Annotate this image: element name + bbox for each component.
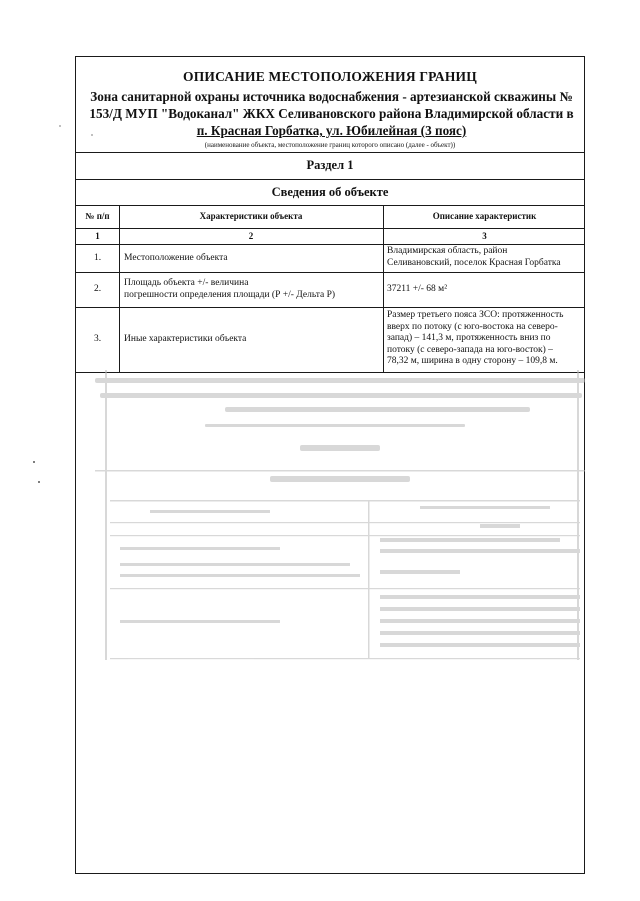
row-number: 2. xyxy=(93,284,102,294)
divider xyxy=(76,152,584,153)
table-header-number: № п/п xyxy=(85,211,110,221)
column-index: 3 xyxy=(482,231,487,241)
row-characteristic: Площадь объекта +/- величина погрешности определения площади (Р +/- Дельта Р) xyxy=(124,278,336,300)
row-characteristic: Иные характеристики объекта xyxy=(124,334,247,344)
divider xyxy=(76,179,584,180)
column-index: 1 xyxy=(95,231,100,241)
row-description: Владимирская область, район Селивановский, поселок Красная Горбатка xyxy=(387,246,561,268)
object-table xyxy=(76,205,584,373)
document-sheet xyxy=(75,56,585,874)
table-header-description: Описание характеристик xyxy=(432,211,537,221)
row-description: 37211 +/- 68 м² xyxy=(387,284,448,294)
row-description: Размер третьего пояса ЗСО: протяженность вверх по потоку (с юго-востока на северо- запад) – 141,3 м, протяженность вниз по потоку (с северо-запада на юго-восток) – 78,32 м, ширина в одну сторону – 109,8 м. xyxy=(387,310,564,367)
column-index: 2 xyxy=(248,231,254,241)
object-name-line: Зона санитарной охраны источника водоснабжения - артезианской скважины № xyxy=(90,89,573,104)
section-title: Раздел 1 xyxy=(306,158,354,172)
object-name-line: 153/Д МУП "Водоканал" ЖКХ Селивановского района Владимирской области в xyxy=(89,106,574,121)
object-name xyxy=(83,88,580,139)
table-header-characteristic: Характеристики объекта xyxy=(199,211,303,221)
row-characteristic: Местоположение объекта xyxy=(124,253,228,263)
document-title: ОПИСАНИЕ МЕСТОПОЛОЖЕНИЯ ГРАНИЦ xyxy=(183,69,477,84)
object-name-caption: (наименование объекта, местоположение границ которого описано (далее - объект)) xyxy=(204,141,456,149)
object-name-line: п. Красная Горбатка, ул. Юбилейная (3 пояс) xyxy=(196,123,467,138)
row-number: 1. xyxy=(93,253,102,263)
section-subtitle: Сведения об объекте xyxy=(271,185,389,199)
row-number: 3. xyxy=(93,334,102,344)
